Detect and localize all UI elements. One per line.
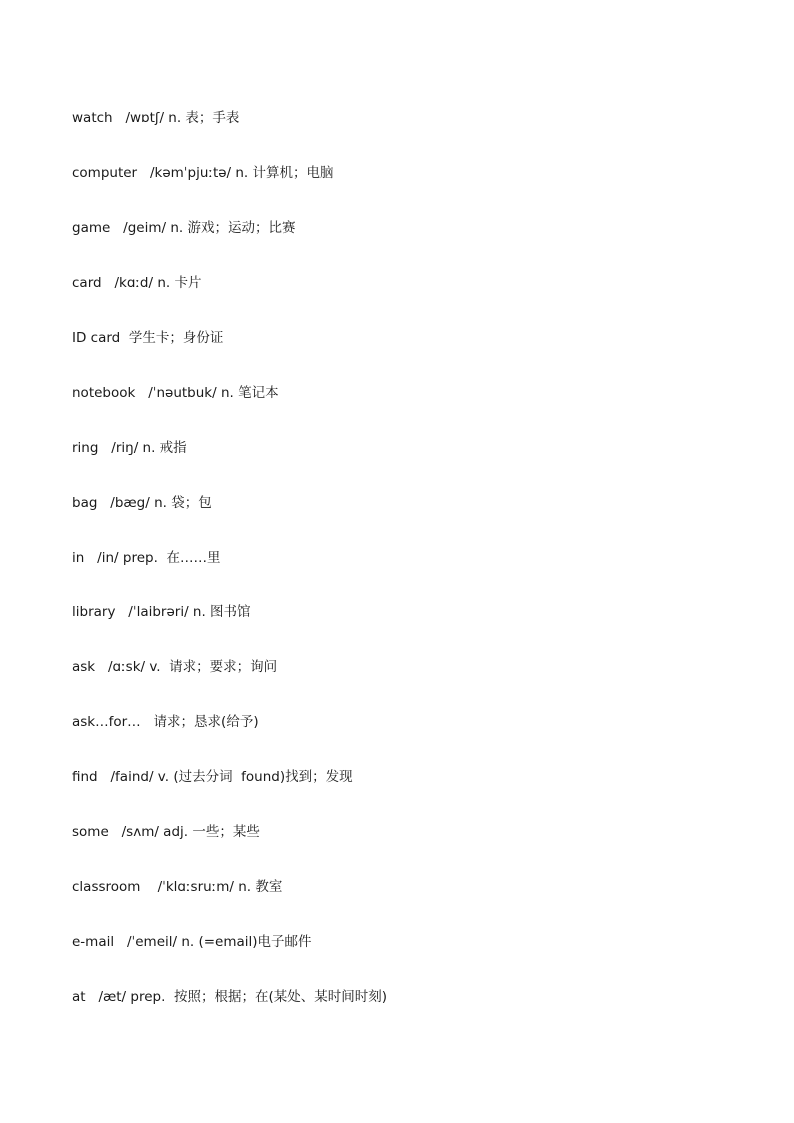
vocab-entry: bag /bæg/ n. 袋；包 [72,494,212,511]
vocab-entry: some /sʌm/ adj. 一些；某些 [72,824,260,841]
vocab-entry: e-mail /ˈemeil/ n. (=email)电子邮件 [72,934,312,951]
vocab-entry: ring /riŋ/ n. 戒指 [72,439,187,456]
vocab-entry: computer /kəmˈpjuːtə/ n. 计算机；电脑 [72,164,334,181]
vocab-entry: card /kɑːd/ n. 卡片 [72,274,202,291]
vocab-entry: classroom /ˈklɑːsruːm/ n. 教室 [72,879,283,896]
vocab-entry: find /faind/ v. (过去分词 found)找到；发现 [72,769,353,786]
vocab-entry: ask /ɑːsk/ v. 请求；要求；询问 [72,659,278,676]
vocab-entry: library /ˈlaibrəri/ n. 图书馆 [72,604,251,621]
vocab-entry: watch /wɒtʃ/ n. 表；手表 [72,110,240,126]
vocab-entry: notebook /ˈnəutbuk/ n. 笔记本 [72,384,279,401]
vocabulary-list [72,106,752,1040]
vocab-entry: game /geim/ n. 游戏；运动；比赛 [72,219,296,236]
vocab-entry: at /æt/ prep. 按照；根据；在(某处、某时间时刻) [72,989,387,1005]
vocab-entry: in /in/ prep. 在……里 [72,549,221,566]
vocab-entry: ID card 学生卡；身份证 [72,329,224,346]
vocab-entry: ask…for… 请求；恳求(给予) [72,714,259,731]
